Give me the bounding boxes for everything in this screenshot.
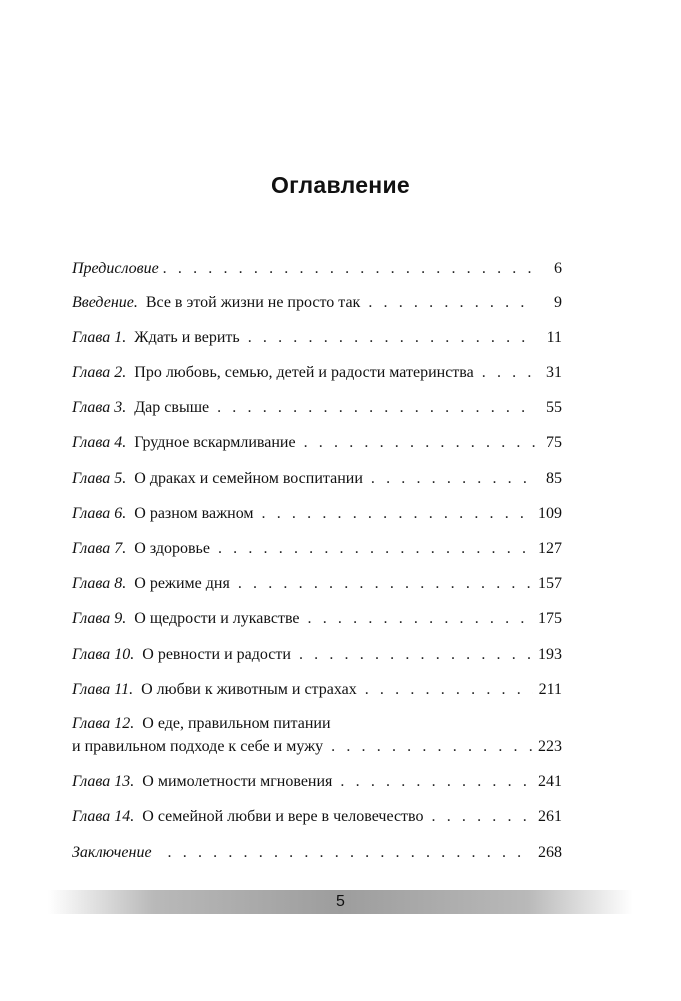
toc-entry-title-continuation: и правильном подходе к себе и мужу bbox=[72, 738, 324, 755]
toc-entry-chapter-14 bbox=[72, 807, 562, 827]
toc-entry-page: 175 bbox=[538, 610, 562, 627]
dot-leader bbox=[371, 469, 536, 489]
dot-leader bbox=[238, 574, 532, 594]
toc-entry-label: Заключение bbox=[72, 844, 152, 861]
toc-entry-title: О режиме дня bbox=[134, 575, 230, 592]
toc-entry-conclusion bbox=[72, 843, 562, 863]
page-title: Оглавление bbox=[270, 172, 411, 198]
toc-entry-label: Глава 14. bbox=[72, 808, 135, 825]
toc-entry-title: Дар свыше bbox=[134, 399, 210, 416]
toc-entry-page: 268 bbox=[538, 844, 562, 861]
toc-entry-page: 6 bbox=[554, 260, 562, 277]
toc-entry-page: 11 bbox=[546, 329, 562, 346]
toc-entry-label: Глава 1. bbox=[72, 329, 127, 346]
toc-entry-title: О драках и семейном воспитании bbox=[134, 470, 363, 487]
toc-entry-chapter-13 bbox=[72, 772, 562, 792]
dot-leader bbox=[218, 539, 532, 559]
toc-entry-title: О мимолетности мгновения bbox=[142, 773, 333, 790]
toc-entry-label: Глава 13. bbox=[72, 773, 135, 790]
toc-entry-page: 75 bbox=[546, 434, 562, 451]
dot-leader bbox=[299, 645, 532, 665]
toc-entry-title: О семейной любви и вере в человечество bbox=[142, 808, 424, 825]
toc-entry-page: 55 bbox=[546, 399, 562, 416]
toc-entry-page: 211 bbox=[538, 681, 562, 698]
dot-leader bbox=[163, 259, 536, 279]
toc-entry-page: 241 bbox=[538, 773, 562, 790]
dot-leader bbox=[304, 433, 536, 453]
toc-entry-label: Глава 4. bbox=[72, 434, 127, 451]
toc-entry-title: О еде, правильном питании bbox=[142, 715, 331, 732]
toc-entry-label: Глава 8. bbox=[72, 575, 127, 592]
dot-leader bbox=[168, 843, 532, 863]
dot-leader bbox=[308, 609, 532, 629]
toc-entry-label: Введение. bbox=[72, 294, 138, 311]
toc-entry-first-line bbox=[72, 714, 562, 734]
toc-entry-page: 31 bbox=[546, 364, 562, 381]
toc-entry-chapter-10 bbox=[72, 645, 562, 665]
toc-entry-chapter-3 bbox=[72, 398, 562, 418]
dot-leader bbox=[368, 293, 536, 313]
toc-entry-page: 193 bbox=[538, 646, 562, 663]
toc-entry-chapter-9 bbox=[72, 609, 562, 629]
toc-entry-title: Грудное вскармливание bbox=[134, 434, 296, 451]
toc-entry-label: Глава 6. bbox=[72, 505, 127, 522]
toc-entry-page: 109 bbox=[538, 505, 562, 522]
toc-entry-label: Глава 11. bbox=[72, 681, 134, 698]
toc-entry-second-line bbox=[72, 737, 562, 757]
toc-entry-chapter-6 bbox=[72, 504, 562, 524]
toc-entry-chapter-11 bbox=[72, 680, 562, 700]
dot-leader bbox=[432, 807, 533, 827]
toc-entry-page: 223 bbox=[538, 738, 562, 755]
toc-entry-page: 157 bbox=[538, 575, 562, 592]
toc-entry-title: О здоровье bbox=[134, 540, 210, 557]
toc-entry-page: 9 bbox=[554, 294, 562, 311]
toc-entry-title: О разном важном bbox=[134, 505, 254, 522]
toc-entry-chapter-12 bbox=[72, 714, 562, 757]
dot-leader bbox=[331, 737, 532, 757]
dot-leader bbox=[217, 398, 536, 418]
toc-entry-chapter-8 bbox=[72, 574, 562, 594]
dot-leader bbox=[248, 328, 536, 348]
toc-entry-title: О щедрости и лукавстве bbox=[134, 610, 300, 627]
toc-entry-chapter-4 bbox=[72, 433, 562, 453]
toc-entry-chapter-2 bbox=[72, 363, 562, 383]
toc-entry-label: Глава 2. bbox=[72, 364, 127, 381]
toc-entry-chapter-7 bbox=[72, 539, 562, 559]
toc-entry-title: Про любовь, семью, детей и радости материнства bbox=[134, 364, 474, 381]
toc-entry-title: Все в этой жизни не просто так bbox=[145, 294, 361, 311]
toc-entry-introduction bbox=[72, 293, 562, 313]
toc-entry-label: Глава 12. bbox=[72, 715, 135, 732]
toc-entry-page: 261 bbox=[538, 808, 562, 825]
dot-leader bbox=[365, 680, 533, 700]
toc-entry-chapter-1 bbox=[72, 328, 562, 348]
toc-entry-preface bbox=[72, 259, 562, 279]
toc-entry-label: Глава 7. bbox=[72, 540, 127, 557]
dot-leader bbox=[262, 504, 532, 524]
page-number: 5 bbox=[336, 893, 345, 910]
toc-entry-title: Ждать и верить bbox=[134, 329, 240, 346]
dot-leader bbox=[340, 772, 532, 792]
toc-entry-page: 127 bbox=[538, 540, 562, 557]
toc-entry-label: Предисловие bbox=[72, 260, 159, 277]
toc-entry-title: О ревности и радости bbox=[142, 646, 291, 663]
dot-leader bbox=[482, 363, 536, 383]
toc-entry-label: Глава 3. bbox=[72, 399, 127, 416]
toc-entry-page: 85 bbox=[546, 470, 562, 487]
toc-entry-chapter-5 bbox=[72, 469, 562, 489]
toc-entry-label: Глава 5. bbox=[72, 470, 127, 487]
toc-entry-title: О любви к животным и страхах bbox=[141, 681, 357, 698]
toc-entry-label: Глава 10. bbox=[72, 646, 135, 663]
toc-entry-label: Глава 9. bbox=[72, 610, 127, 627]
